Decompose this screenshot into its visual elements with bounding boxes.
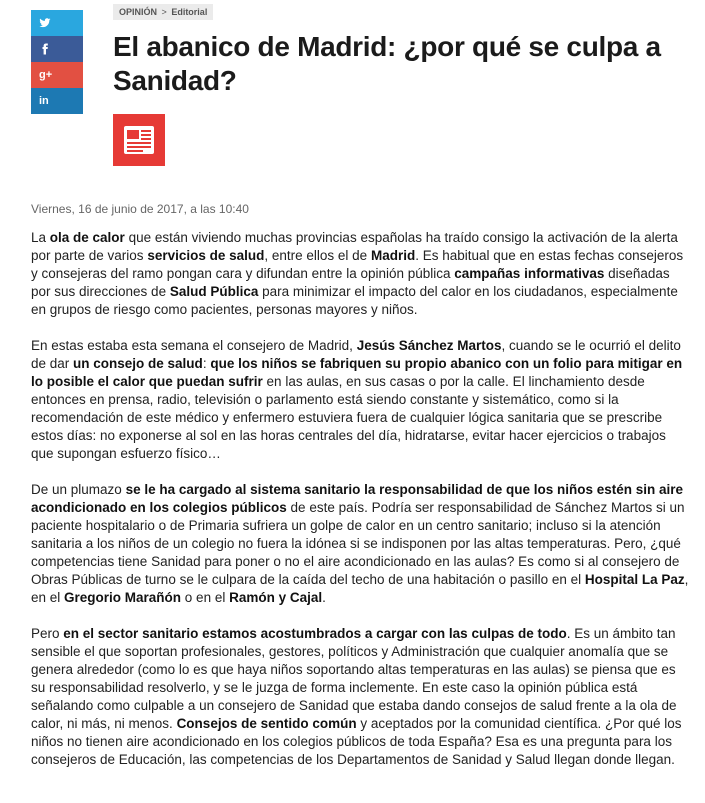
- bold-text: se le ha cargado al sistema sanitario la responsabilidad de que los niños estén sin aire acondicionado en los colegios públicos: [31, 482, 684, 515]
- twitter-icon: [39, 17, 51, 29]
- text-run: .: [322, 590, 326, 605]
- text-run: . Es habitual que en estas fechas consejeros y consejeras del ramo pongan cara y difundan entre la opinión pública: [31, 248, 684, 281]
- article-paragraph: [31, 229, 691, 319]
- text-run: diseñadas por sus direcciones de: [31, 266, 670, 299]
- bold-text: Consejos de sentido común: [176, 716, 357, 731]
- bold-text: Gregorio Marañón: [64, 590, 182, 605]
- article-body: [31, 229, 691, 787]
- bold-text: un consejo de salud: [73, 356, 203, 371]
- text-run: , cuando se le ocurrió el delito de dar: [31, 338, 681, 371]
- text-run: para minimizar el impacto del calor en los ciudadanos, especialmente en grupos de riesgo como pacientes, personas mayores y niños.: [31, 284, 678, 317]
- text-run: La: [31, 230, 50, 245]
- article-paragraph: [31, 625, 691, 769]
- facebook-icon: [39, 43, 51, 55]
- article-paragraph: [31, 337, 691, 463]
- text-run: Pero: [31, 626, 64, 641]
- article-paragraph: [31, 481, 691, 607]
- publication-date: Viernes, 16 de junio de 2017, a las 10:40: [31, 202, 249, 216]
- breadcrumb-subsection[interactable]: Editorial: [171, 7, 208, 17]
- text-run: en las aulas, en sus casas o por la calle. El linchamiento desde entonces en prensa, radio, televisión o parlamento está siendo constante y sistemático, como si la recomendación de este médico y enfermero estuviera fuera de cualquier lógica sanitaria que se prescribe estos días: no exponerse al sol en las horas centrales del día, hidratarse, evitar hacer ejercicios o trabajos que supongan esfuerzo físico…: [31, 374, 666, 461]
- text-run: , en el: [31, 572, 689, 605]
- twitter-share-button[interactable]: [31, 10, 83, 36]
- bold-text: Salud Pública: [169, 284, 259, 299]
- text-run: . Es un ámbito tan sensible el que soportan profesionales, gestores, políticos y Administración que cualquier anomalía que se genera alrededor (como lo es que haya niños soportando altas temperaturas en las aulas) se piensa que es su responsabilidad resolverlo, y se le juzga de forma inclemente. En este caso la opinión pública está señalando como culpable a un consejero de Sanidad que estaba dando consejos de salud frente a la ola de calor, ni más, ni menos.: [31, 626, 677, 731]
- bold-text: que los niños se fabriquen su propio abanico con un folio para mitigar en lo posible el calor que puedan sufrir: [31, 356, 683, 389]
- googleplus-share-button[interactable]: [31, 62, 83, 88]
- text-run: , entre ellos el de: [264, 248, 371, 263]
- bold-text: Jesús Sánchez Martos: [356, 338, 502, 353]
- text-run: De un plumazo: [31, 482, 126, 497]
- breadcrumb-section[interactable]: OPINIÓN: [119, 7, 158, 17]
- linkedin-share-button[interactable]: [31, 88, 83, 114]
- text-run: que están viviendo muchas provincias españolas ha traído consigo la activación de la alerta por parte de varios: [31, 230, 678, 263]
- bold-text: Madrid: [370, 248, 416, 263]
- text-run: En estas estaba esta semana el consejero de Madrid,: [31, 338, 357, 353]
- googleplus-icon: g+: [39, 69, 53, 81]
- bold-text: en el sector sanitario estamos acostumbrados a cargar con las culpas de todo: [63, 626, 567, 641]
- facebook-share-button[interactable]: [31, 36, 83, 62]
- bold-text: Hospital La Paz: [584, 572, 685, 587]
- breadcrumb: [113, 4, 213, 20]
- breadcrumb-separator: >: [161, 7, 167, 17]
- bold-text: Ramón y Cajal: [229, 590, 323, 605]
- bold-text: ola de calor: [49, 230, 125, 245]
- text-run: y aceptados por la comunidad científica. ¿Por qué los niños no tienen aire acondicionado en los colegios públicos de toda España? Esa es una pregunta para los consejeros de Educación, las competencias de los Departamentos de Sanidad y Salud llegan donde llegan.: [31, 716, 682, 767]
- text-run: :: [202, 356, 211, 371]
- newspaper-logo-icon: [113, 114, 165, 166]
- bold-text: campañas informativas: [454, 266, 605, 281]
- text-run: de este país. Podría ser responsabilidad de Sánchez Martos si un paciente hospitalario o de Primaria sufriera un golpe de calor en un centro sanitario; incluso si la atención sanitaria a los niños de un colegio no fuera la idónea si se indisponen por las altas temperaturas. Pero, ¿qué competencias tiene Sanidad para poner o no el aire acondicionado en las aulas? Es como si al consejero de Obras Públicas de turno se le culpara de la caída del techo de una habitación o pasillo en el: [31, 500, 685, 587]
- article-title: El abanico de Madrid: ¿por qué se culpa a Sanidad?: [113, 31, 661, 96]
- linkedin-icon: in: [39, 95, 49, 107]
- share-bar: [31, 10, 83, 114]
- text-run: o en el: [181, 590, 230, 605]
- bold-text: servicios de salud: [147, 248, 265, 263]
